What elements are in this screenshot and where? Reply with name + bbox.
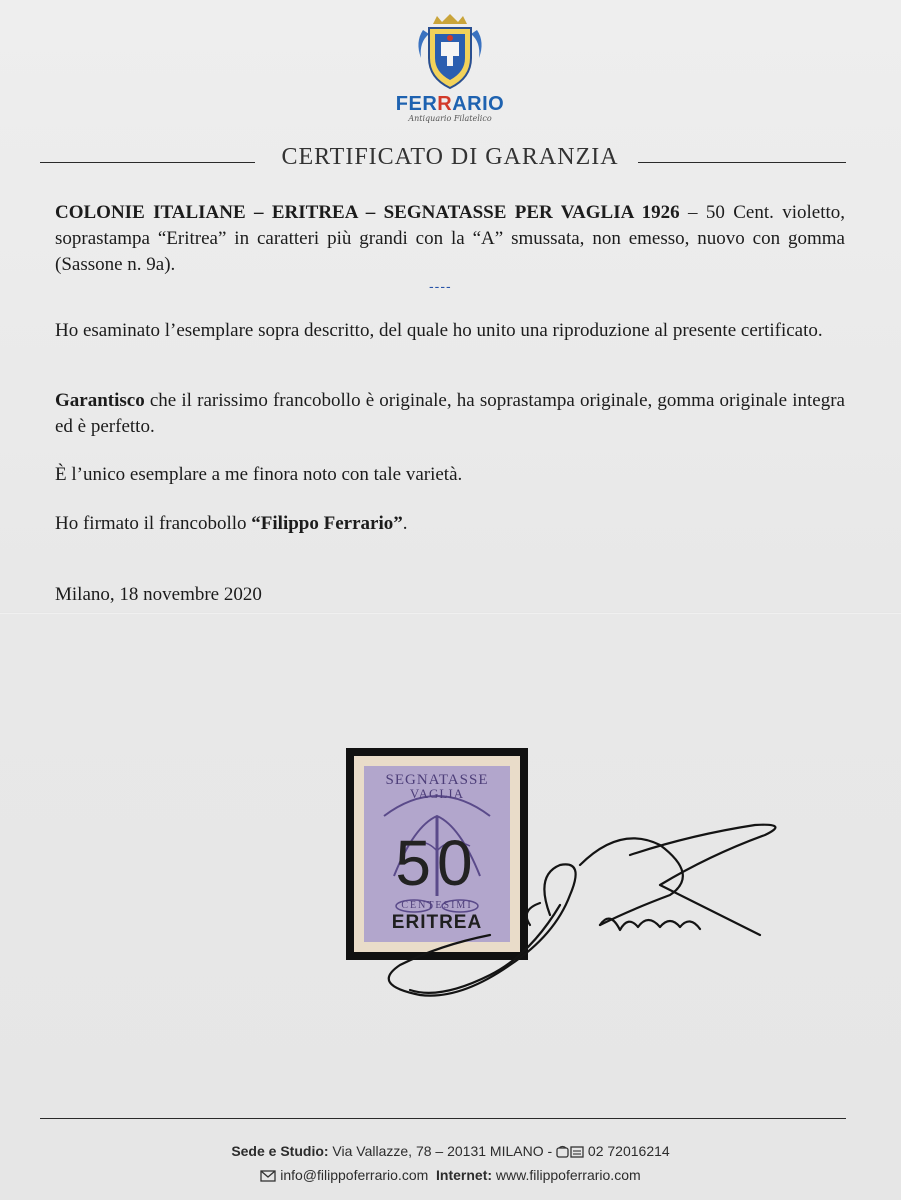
paragraph-guarantee: Garantisco che il rarissimo francobollo è originale, ha soprastampa originale, gomma originale integra ed è perfetto.	[55, 390, 845, 437]
phone-number: 02 72016214	[584, 1143, 670, 1159]
stamp-centesimi: CENTESIMI	[401, 900, 473, 911]
phone-fax-icon	[556, 1145, 584, 1159]
stamp-value: 50	[395, 827, 479, 899]
email-link[interactable]: info@filippoferrario.com	[280, 1167, 429, 1183]
description-text: – 50 Cent. violetto, soprastampa “Eritrea” in caratteri più grandi con la “A” smussata, non emesso, nuovo con gomma (Sassone n. 9a).	[55, 202, 845, 275]
paper-fold	[0, 612, 901, 614]
website-link[interactable]: www.filippoferrario.com	[492, 1167, 641, 1183]
certificate-title: CERTIFICATO DI GARANZIA	[281, 144, 619, 170]
stamp-description	[55, 200, 845, 278]
internet-label: Internet:	[436, 1167, 493, 1183]
address-text: Via Vallazze, 78 – 20131 MILANO -	[328, 1143, 557, 1159]
brand-name: FERRARIO	[395, 93, 505, 115]
place-date: Milano, 18 novembre 2020	[55, 584, 262, 605]
section-divider: ----	[429, 278, 452, 294]
stamp-label-segnatasse: SEGNATASSE	[385, 772, 489, 788]
guarantee-keyword: Garantisco	[55, 390, 145, 411]
title-rule-right	[638, 162, 846, 163]
title-row	[40, 140, 850, 176]
paragraph-examination: Ho esaminato l’esemplare sopra descritto, del quale ho unito una riproduzione al presente certificato.	[55, 320, 823, 341]
footer-rule	[40, 1118, 846, 1119]
footer-contacts	[0, 1167, 901, 1183]
ferrario-logo	[392, 12, 508, 130]
signature-icon	[370, 815, 790, 1025]
envelope-icon	[260, 1170, 276, 1182]
brand-tagline: Antiquario Filatelico	[408, 114, 492, 123]
signed-name: “Filippo Ferrario”	[251, 513, 403, 534]
crest-icon	[415, 12, 485, 92]
stamp-label-vaglia: VAGLIA	[409, 786, 465, 801]
stamp-overprint: ERITREA	[391, 912, 483, 933]
paragraph-signed: Ho firmato il francobollo “Filippo Ferrario”.	[55, 513, 408, 534]
title-rule-left	[40, 162, 255, 163]
address-label: Sede e Studio:	[231, 1143, 329, 1159]
footer-address	[0, 1143, 901, 1159]
paragraph-unique: È l’unico esemplare a me finora noto con tale varietà.	[55, 464, 463, 485]
description-heading: COLONIE ITALIANE – ERITREA – SEGNATASSE PER VAGLIA 1926	[55, 202, 680, 223]
